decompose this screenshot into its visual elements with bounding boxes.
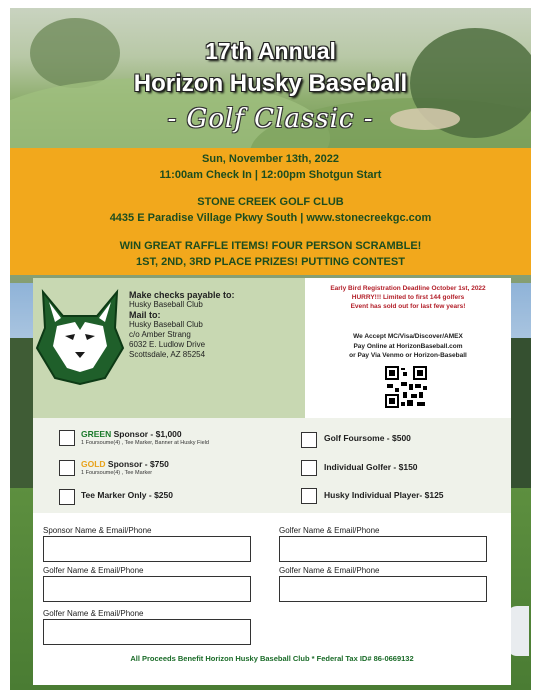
husky-logo-icon [35,286,125,386]
husky-player-option: Husky Individual Player- $125 [324,490,444,500]
golfer-field-label: Golfer Name & Email/Phone [43,609,144,618]
early-bird-line: Event has sold out for last few years! [350,303,466,310]
payment-method-line: Pay Online at HorizonBaseball.com [353,342,463,350]
gold-sponsor-option [81,459,169,469]
golfer-field-label: Golfer Name & Email/Phone [43,566,144,575]
gold-sponsor-checkbox[interactable] [59,460,75,476]
event-date: Sun, November 13th, 2022 [202,153,339,165]
sponsorship-options [33,418,511,513]
gold-word: GOLD [81,459,106,469]
promo-line-1: WIN GREAT RAFFLE ITEMS! FOUR PERSON SCRAMBLE! [119,240,422,252]
mail-label: Mail to: [129,310,161,320]
mail-line: Scottsdale, AZ 85254 [129,350,206,359]
venue-address: 4435 E Paradise Village Pkwy South | www.stonecreekgc.com [109,212,432,224]
golfer-field[interactable] [279,536,487,562]
golfer-field[interactable] [279,576,487,602]
tee-marker-option: Tee Marker Only - $250 [81,490,173,500]
tee-marker-checkbox[interactable] [59,489,75,505]
checks-label: Make checks payable to: [129,290,235,300]
title-line-3: - Golf Classic - [167,104,374,134]
header-banner [10,8,531,148]
green-word: GREEN [81,429,112,439]
husky-player-checkbox[interactable] [301,488,317,504]
green-sponsor-checkbox[interactable] [59,430,75,446]
individual-golfer-option: Individual Golfer - $150 [324,462,418,472]
sponsor-field-label: Sponsor Name & Email/Phone [43,526,152,535]
golfer-field[interactable] [43,619,251,645]
green-sponsor-details: 1 Foursoume(4) , Tee Marker, Banner at Husky Field [81,440,209,446]
payment-panel [33,278,305,418]
mail-line: Husky Baseball Club [129,320,203,329]
golfer-field-label: Golfer Name & Email/Phone [279,566,380,575]
green-price: Sponsor - $1,000 [111,429,182,439]
gold-price: Sponsor - $750 [105,459,169,469]
registration-notice-panel [305,278,511,418]
golfer-field-label: Golfer Name & Email/Phone [279,526,380,535]
early-bird-line: HURRY!!! Limited to first 144 golfers [351,294,465,301]
sponsor-field[interactable] [43,536,251,562]
qr-code-icon[interactable] [385,366,427,408]
golfer-field[interactable] [43,576,251,602]
green-sponsor-option [81,429,182,439]
title-line-1: 17th Annual [205,38,336,64]
early-bird-line: Early Bird Registration Deadline October 1st, 2022 [330,285,486,292]
payment-method-line: We Accept MC/Visa/Discover/AMEX [353,333,463,340]
golf-foursome-option: Golf Foursome - $500 [324,433,411,443]
title-line-2: Horizon Husky Baseball [133,70,408,97]
mail-line: c/o Amber Strang [129,330,191,339]
mail-line: 6032 E. Ludlow Drive [129,340,206,349]
event-times: 11:00am Check In | 12:00pm Shotgun Start [159,169,382,181]
early-bird-notice [305,284,511,311]
promo-line-2: 1ST, 2ND, 3RD PLACE PRIZES! PUTTING CONTEST [136,256,405,268]
gold-sponsor-details: 1 Foursoume(4) , Tee Marker [81,470,153,476]
payment-info [129,290,235,360]
payment-method-line: or Pay Via Venmo or Horizon-Baseball [349,352,467,359]
venue-name: STONE CREEK GOLF CLUB [197,196,344,208]
event-info-band [10,148,531,275]
golf-foursome-checkbox[interactable] [301,432,317,448]
individual-golfer-checkbox[interactable] [301,460,317,476]
payment-methods [305,332,511,361]
checks-to: Husky Baseball Club [129,300,203,309]
footer-note: All Proceeds Benefit Horizon Husky Baseball Club * Federal Tax ID# 86-0669132 [130,654,414,663]
